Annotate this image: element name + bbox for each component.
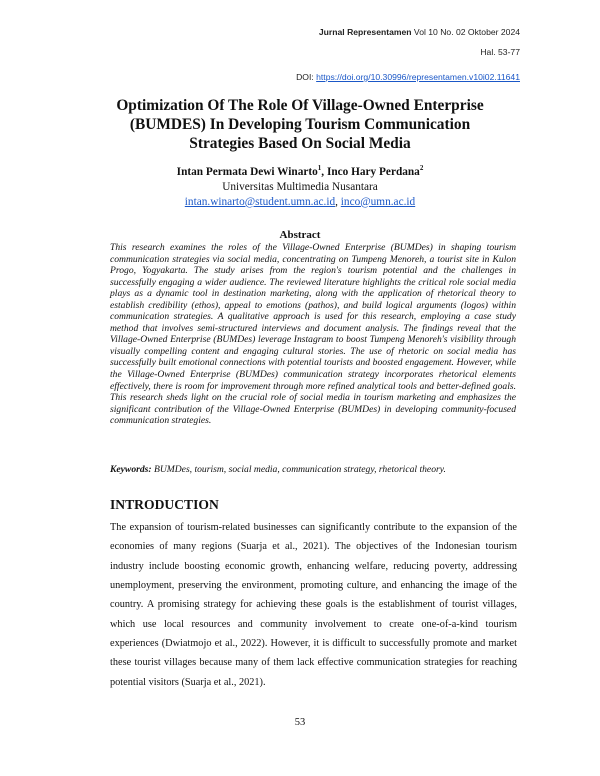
abstract-heading: Abstract (279, 229, 321, 241)
author-names (100, 161, 500, 180)
page-number: 53 (294, 717, 306, 728)
abstract-text: This research examines the roles of the Village-Owned Enterprise (BUMDes) in shaping tourism communication strategies via social media, concentrating on Tumpeng Menoreh, a tourist site in Kulon Progo, Yogyakarta. The study arises from the region's tourism potential and the challenges in successfully engaging a wider audience. The reviewed literature highlights the critical role social media plays as a dynamic tool in destination marketing, along with the application of rhetorical theory to establish credibility (ethos), appeal to emotions (pathos), and build logical arguments (logos) within communication strategies. A qualitative approach is used for this research, employing a case study method that involves semi-structured interviews and document analysis. The findings reveal that the Village-Owned Enterprise (BUMDes) leverage Instagram to boost Tumpeng Menoreh's visibility through visually compelling content and engaging cultural stories. The use of rhetoric on social media has successfully built emotional connections with potential tourists and boosted engagement. However, while the Village-Owned Enterprise (BUMDes) communication strategy incorporates rhetorical elements effectively, there is room for improvement through more refined analytical tools and better-defined goals. This research sheds light on the crucial role of social media in tourism marketing and emphasizes the significant contribution of the Village-Owned Enterprise (BUMDes) in developing community-focused communication strategies. (110, 242, 516, 427)
author-block (100, 161, 500, 210)
emails (100, 195, 500, 210)
keywords-label: Keywords: (110, 464, 152, 475)
introduction-heading: INTRODUCTION (110, 497, 219, 512)
paper-title: Optimization Of The Role Of Village-Owned Enterprise (BUMDES) In Developing Tourism Communication Strategies Based On Social Media (116, 97, 484, 152)
author-1: Intan Permata Dewi Winarto (176, 165, 318, 178)
introduction-paragraph: The expansion of tourism-related businesses can significantly contribute to the expansion of the economies of many regions (Suarja et al., 2021). The objectives of the Indonesian tourism industry include boosting economic growth, enhancing welfare, reducing poverty, addressing unemployment, preserving the environment, promoting culture, and enhancing the image of the country. A promising strategy for achieving these goals is the establishment of tourist villages, which use local resources and community involvement to create one-of-a-kind tourism experiences (Dwiatmojo et al., 2022). However, it is difficult to successfully promote and market these tourist villages because many of them lack effective communication strategies for reaching potential visitors (Suarja et al., 2021). (110, 522, 517, 688)
affiliation: Universitas Multimedia Nusantara (222, 180, 378, 193)
author-1-sup: 1 (317, 164, 322, 172)
doi-line (296, 72, 520, 82)
author-2: Inco Hary Perdana (326, 165, 420, 178)
keywords-text: BUMDes, tourism, social media, communication strategy, rhetorical theory. (151, 464, 446, 475)
author-separator: , (321, 165, 327, 178)
page-range: Hal. 53-77 (480, 47, 520, 57)
author-2-sup: 2 (419, 164, 424, 172)
doi-label: DOI: (296, 72, 317, 82)
email-link-2[interactable]: inco@umn.ac.id (340, 195, 416, 208)
email-link-1[interactable]: intan.winarto@student.umn.ac.id (184, 195, 336, 208)
journal-issue: Vol 10 No. 02 Oktober 2024 (411, 27, 520, 37)
email-separator: , (335, 195, 341, 208)
journal-name: Jurnal Representamen (318, 27, 412, 37)
journal-header (319, 27, 520, 37)
keywords (110, 464, 520, 475)
doi-link[interactable]: https://doi.org/10.30996/representamen.v10i02.11641 (316, 72, 520, 82)
